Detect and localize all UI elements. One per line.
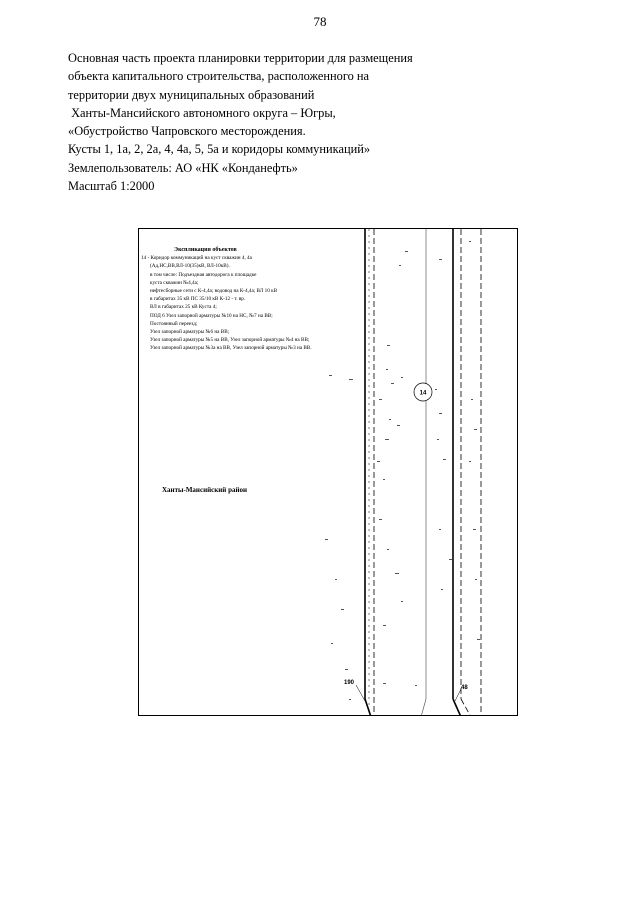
corridor-boundary-line [365, 699, 371, 716]
legend-row: Узел запорной арматуры №3а на ВВ, Узел запорной арматуры №3 на ВВ. [150, 345, 312, 352]
legend-row: ВЛ в габаритах 25 кВ Куста 4; [150, 304, 217, 311]
legend-row: 14 - Коридор коммуникаций на куст скважин 4, 4а [141, 255, 252, 262]
legend-row: Узел запорной арматуры №5 на ВВ, Узел запорной арматуры №4 на ВВ; [150, 337, 310, 344]
legend-row: в том числе: Подъездная автодорога к площадке [150, 271, 257, 278]
legend-row: Постоянный переезд; [150, 320, 198, 327]
header-line: объекта капитального строительства, расположенного на [68, 69, 370, 84]
header-line: «Обустройство Чапровского месторождения. [68, 124, 306, 139]
legend-title: Экспликация объектов [174, 247, 237, 253]
header-line: Основная часть проекта планировки территории для размещения [68, 51, 413, 65]
road-line [421, 699, 426, 716]
header-line: территории двух муниципальных образований [68, 87, 315, 102]
point-label-190: 190 [344, 680, 355, 686]
corridor-dashed-line [461, 699, 471, 716]
legend-row: ПОД 6 Узел запорной арматуры №10 на НС, №7 на ВВ; [150, 312, 273, 319]
map-frame [138, 228, 518, 716]
point-label-48: 48 [461, 685, 468, 691]
document-header [68, 49, 588, 195]
header-line: Кусты 1, 1а, 2, 2а, 4, 4а, 5, 5а и коридоры коммуникаций» [68, 142, 371, 157]
legend [141, 246, 371, 353]
page-number: 78 [313, 14, 327, 29]
legend-row: Узел запорной арматуры №6 на ВВ; [150, 329, 230, 336]
object-number-label: 14 [419, 390, 427, 397]
header-line: Ханты-Мансийского автономного округа – Югры, [68, 105, 336, 120]
corridor-boundary-line [453, 699, 461, 716]
header-line: Масштаб 1:2000 [68, 179, 155, 194]
header-line: Землепользователь: АО «НК «Конданефть» [68, 160, 298, 175]
legend-row: куста скважин №4,4а; [150, 279, 199, 286]
legend-row: в габаритах 35 кВ ПС 35/10 кВ К-12 - т. вр. [150, 296, 246, 303]
region-label: Ханты-Мансийский район [162, 486, 248, 494]
legend-row: (Ад,НС,ВВ,ВЛ-10(35)кВ, ВЛ-10кВ). [150, 263, 230, 270]
legend-row: нефтесборные сети с К-4,4а; водовод на К-4,4а; ВЛ 10 кВ [150, 288, 278, 295]
leader-line [356, 685, 365, 701]
